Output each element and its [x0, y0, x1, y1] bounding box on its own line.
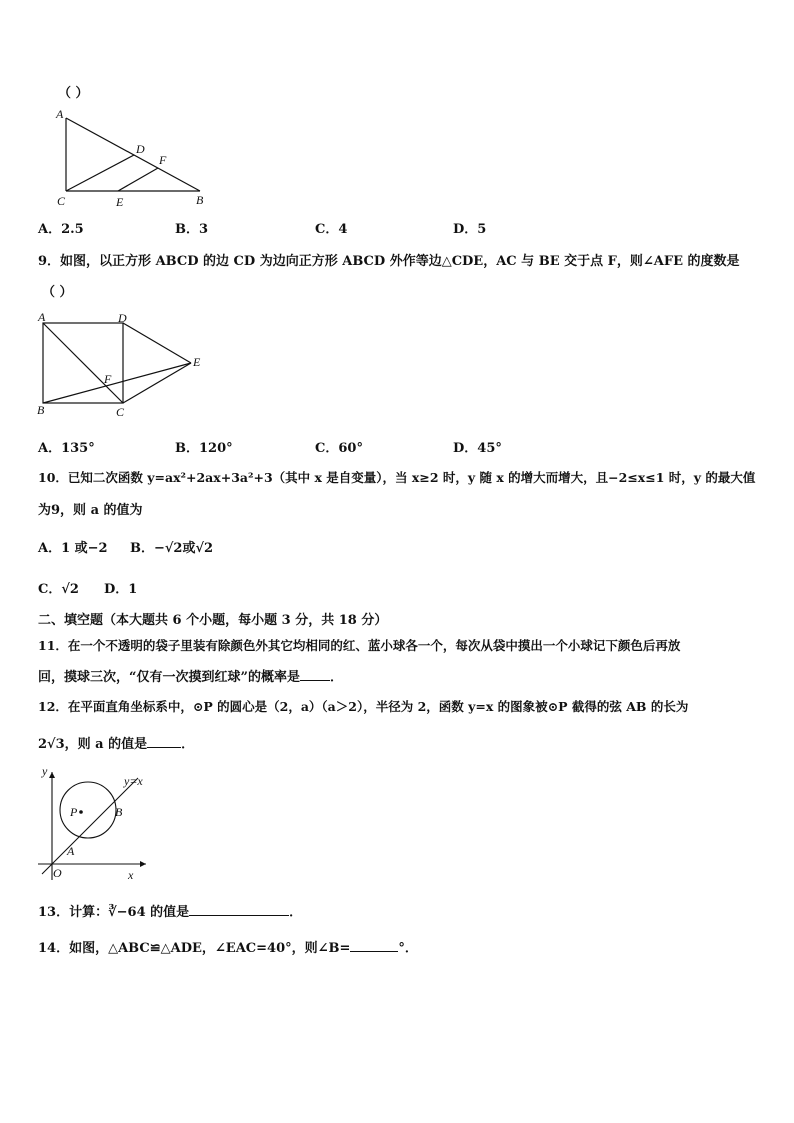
q12-figure: [34, 760, 154, 889]
q14: [38, 937, 418, 956]
q11-line2-text: 回，摸球三次，“仅有一次摸到红球”的概率是: [38, 670, 300, 685]
q8-triangle-diagram: [52, 104, 212, 214]
q14-answer-blank[interactable]: [350, 939, 398, 952]
q12-label-x: x: [128, 868, 134, 882]
q8-label-b: B: [196, 193, 204, 207]
q11-line1: 11．在一个不透明的袋子里装有除颜色外其它均相同的红、蓝小球各一个，每次从袋中摸出一个小球记下颜色后再放: [38, 638, 681, 653]
q11-answer-blank[interactable]: [300, 668, 330, 681]
q12-label-line: y=x: [124, 774, 143, 788]
q8-label-d: D: [136, 142, 145, 156]
q12-label-b: B: [115, 805, 123, 819]
q8-label-a: A: [56, 107, 64, 121]
q9-label-e: E: [193, 355, 201, 369]
q8-option-d: D．5: [453, 222, 487, 237]
q8-label-c: C: [57, 194, 66, 208]
q9-option-d: D．45°: [453, 441, 502, 456]
q9-square-triangle-diagram: [34, 308, 209, 423]
q14-end: °．: [398, 941, 418, 956]
q13-answer-blank[interactable]: [189, 903, 289, 916]
q10-stem-line1: 10．已知二次函数 y=ax²+2ax+3a²+3（其中 x 是自变量），当 x≥2 时，y 随 x 的增大而增大，且−2≤x≤1 时，y 的最大值: [38, 470, 756, 485]
q8-paren: （ ）: [58, 86, 89, 101]
section-heading-fill-in: 二、填空题（本大题共 6 个小题，每小题 3 分，共 18 分）: [38, 613, 388, 628]
q9-option-c: C．60°: [315, 441, 363, 456]
q10-option-b: B．−√2或√2: [130, 541, 214, 556]
q8-option-b: B．3: [175, 222, 209, 237]
q10-option-d: D．1: [104, 582, 138, 597]
q9-label-a: A: [38, 310, 46, 324]
q12-label-a: A: [67, 844, 75, 858]
q9-paren: （ ）: [42, 285, 73, 300]
q8-label-e: E: [116, 195, 124, 209]
q9-option-a: A．135°: [38, 441, 95, 456]
q12-line2-text: 2√3，则 a 的值是: [38, 737, 148, 752]
q9-stem: 9．如图，以正方形 ABCD 的边 CD 为边向正方形 ABCD 外作等边△CDE，AC 与 BE 交于点 F，则∠AFE 的度数是: [38, 254, 740, 269]
q8-label-f: F: [159, 153, 167, 167]
q12-label-p: P: [70, 805, 78, 819]
q11-line2: [38, 666, 343, 685]
q14-text: 14．如图，△ABC≌△ADE，∠EAC=40°，则∠B=: [38, 941, 351, 956]
q9-label-c: C: [116, 405, 125, 419]
q11-period: ．: [329, 670, 343, 685]
q13-period: ．: [289, 905, 303, 920]
q9-option-b: B．120°: [175, 441, 233, 456]
q12-label-o: O: [53, 866, 62, 880]
q8-option-a: A．2.5: [38, 222, 84, 237]
q12-line2: [38, 733, 194, 752]
q10-option-c: C．√2: [38, 582, 79, 597]
q8-option-c: C．4: [315, 222, 348, 237]
q12-line1: 12．在平面直角坐标系中，⊙P 的圆心是（2，a）（a＞2），半径为 2，函数 y=x 的图象被⊙P 截得的弦 AB 的长为: [38, 699, 689, 714]
q8-figure: [52, 104, 212, 218]
q12-answer-blank[interactable]: [147, 735, 181, 748]
q9-label-b: B: [37, 403, 45, 417]
q12-period: ．: [181, 737, 195, 752]
q9-label-d: D: [118, 311, 127, 325]
q12-coordinate-diagram: [34, 760, 154, 885]
q9-label-f: F: [104, 372, 112, 386]
q10-stem-line2: 为9，则 a 的值为: [38, 503, 143, 518]
q9-figure: [34, 308, 209, 427]
q12-label-y: y: [42, 764, 48, 778]
q13-text: 13．计算：∛−64 的值是: [38, 905, 190, 920]
q13: [38, 901, 302, 920]
q10-option-a: A．1 或−2: [38, 541, 108, 556]
